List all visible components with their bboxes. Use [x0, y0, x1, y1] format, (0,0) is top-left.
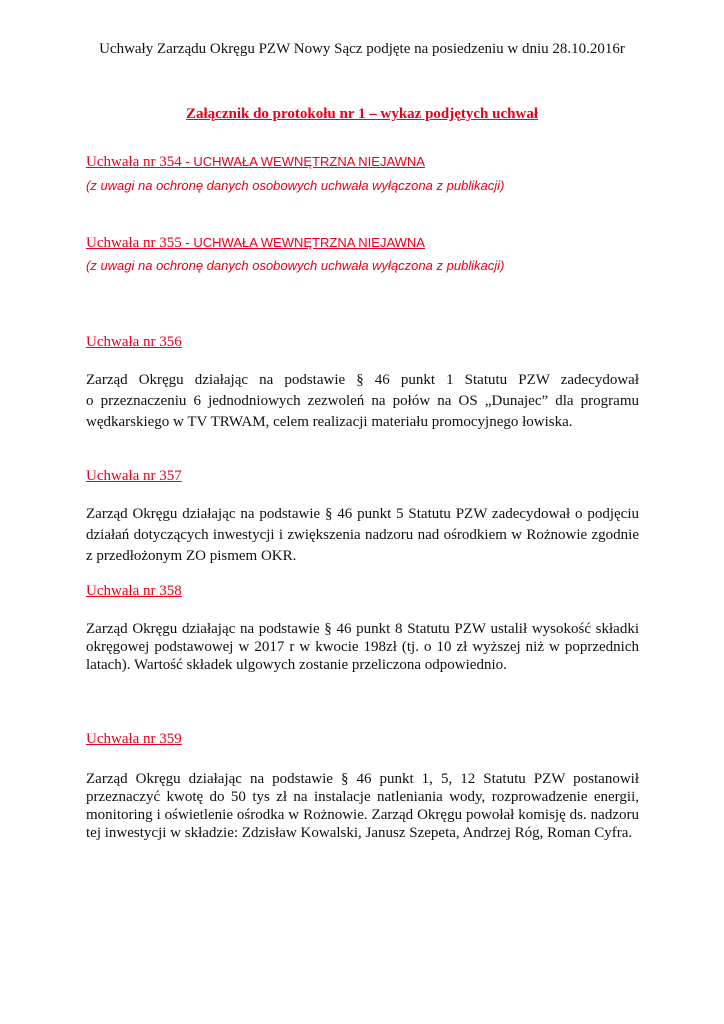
resolution-355-status: - UCHWAŁA WEWNĘTRZNA NIEJAWNA [181, 235, 425, 250]
document-header: Uchwały Zarządu Okręgu PZW Nowy Sącz podjęte na posiedzeniu w dniu 28.10.2016r [99, 41, 625, 57]
resolution-359-text-line: monitoring i oświetlenie ośrodka w Rożnowie. Zarząd Okręgu powołał komisję ds. nadzoru [86, 807, 639, 823]
resolution-357-text-line: działań dotyczących inwestycji i zwiększenia nadzoru nad ośrodkiem w Rożnowie zgodnie [86, 527, 639, 543]
resolution-356-text-line: o przeznaczeniu 6 jednodniowych zezwoleń na połów na OS „Dunajec” dla programu [86, 393, 639, 409]
resolution-357-text-line: z przedłożonym ZO pismem OKR. [86, 548, 297, 564]
resolution-354-status: - UCHWAŁA WEWNĘTRZNA NIEJAWNA [181, 154, 425, 169]
resolution-359-number: Uchwała nr 359 [86, 731, 182, 747]
resolution-354-note: (z uwagi na ochronę danych osobowych uchwała wyłączona z publikacji) [86, 178, 505, 193]
resolution-355-title [86, 235, 425, 252]
resolution-358-text-line: Zarząd Okręgu działając na podstawie § 46 punkt 8 Statutu PZW ustalił wysokość składki [86, 621, 639, 637]
resolution-355-number: Uchwała nr 355 [86, 235, 182, 251]
resolution-356-number: Uchwała nr 356 [86, 334, 182, 350]
resolution-354-number: Uchwała nr 354 [86, 154, 182, 170]
resolution-359-text-line: przeznaczyć kwotę do 50 tys zł na instalacje natleniania wody, rozprowadzenie energii, [86, 789, 639, 805]
annex-title: Załącznik do protokołu nr 1 – wykaz podjętych uchwał [186, 106, 538, 122]
resolution-357-text-line: Zarząd Okręgu działając na podstawie § 46 punkt 5 Statutu PZW zadecydował o podjęciu [86, 506, 639, 522]
resolution-358-text-line: latach). Wartość składek ulgowych zostanie przeliczona odpowiednio. [86, 657, 507, 673]
resolution-359-text-line: tej inwestycji w składzie: Zdzisław Kowalski, Janusz Szepeta, Andrzej Róg, Roman Cyfra. [86, 825, 633, 841]
resolution-358-text-line: okręgowej podstawowej w 2017 r w kwocie 198zł (tj. o 10 zł wyższej niż w poprzednich [86, 639, 639, 655]
resolution-357-number: Uchwała nr 357 [86, 468, 182, 484]
resolution-356-text-line: wędkarskiego w TV TRWAM, celem realizacji materiału promocyjnego łowiska. [86, 414, 573, 430]
resolution-356-text-line: Zarząd Okręgu działając na podstawie § 46 punkt 1 Statutu PZW zadecydował [86, 372, 639, 388]
resolution-358-number: Uchwała nr 358 [86, 583, 182, 599]
resolution-355-note: (z uwagi na ochronę danych osobowych uchwała wyłączona z publikacji) [86, 258, 505, 273]
resolution-359-text-line: Zarząd Okręgu działając na podstawie § 46 punkt 1, 5, 12 Statutu PZW postanowił [86, 771, 639, 787]
resolution-354-title [86, 154, 425, 171]
